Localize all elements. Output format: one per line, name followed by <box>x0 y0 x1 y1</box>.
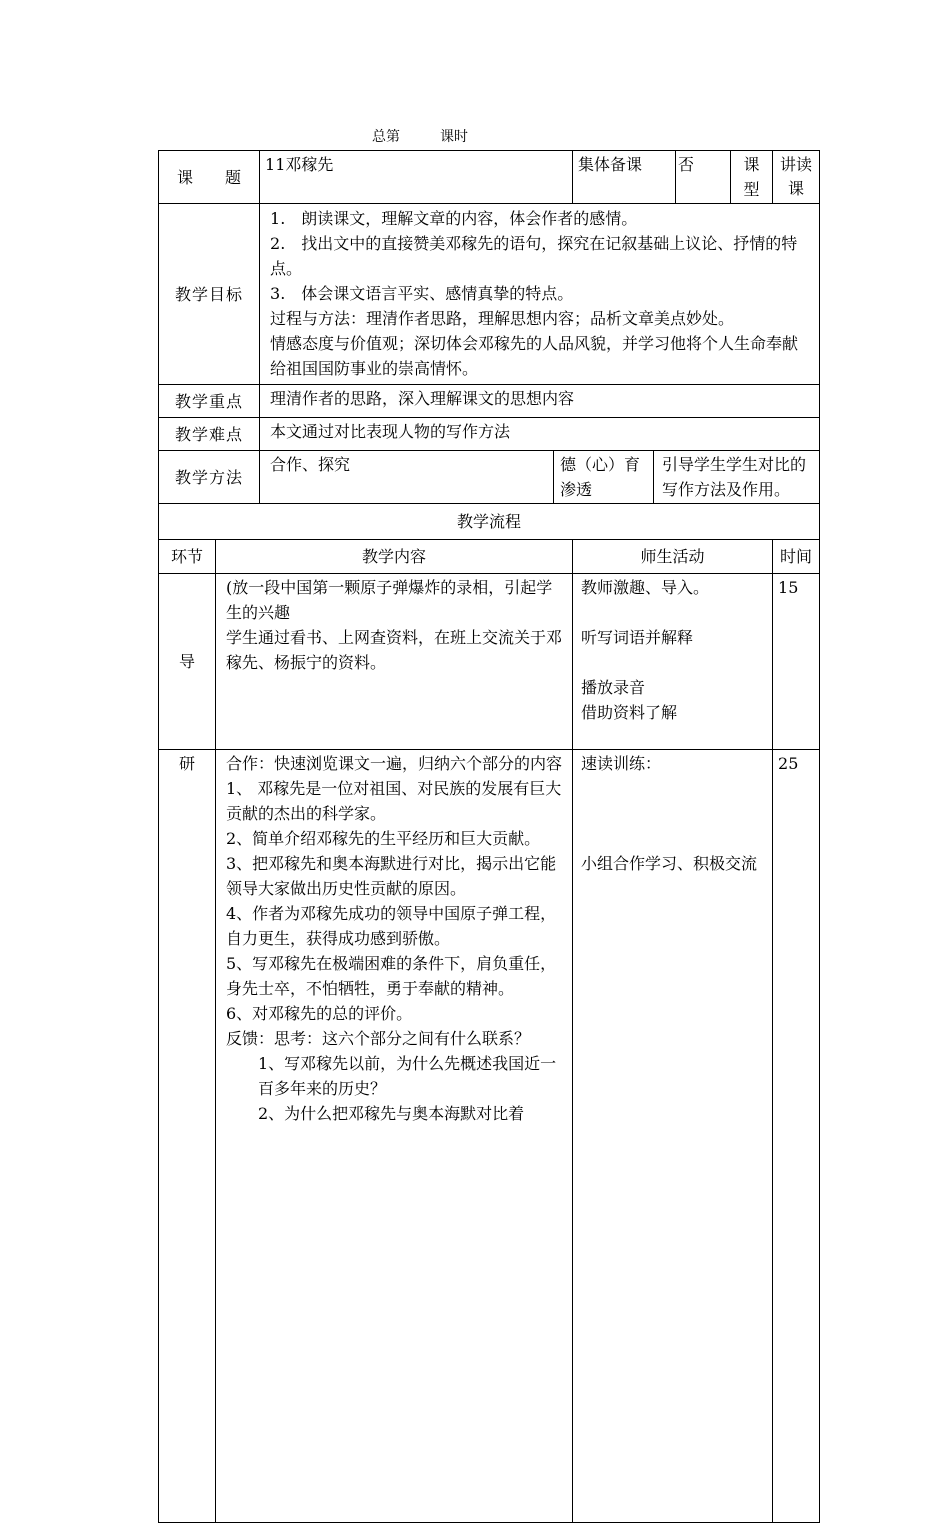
flow-content-line: 3、把邓稼先和奥本海默进行对比，揭示出它能领导大家做出历史性贡献的原因。 <box>226 854 557 898</box>
flow-stage: 导 <box>159 574 216 750</box>
collective-prep-value: 否 <box>676 151 731 204</box>
flow-header-activity: 师生活动 <box>573 540 773 574</box>
key-points-label: 教学重点 <box>159 385 260 418</box>
flow-stage: 研 <box>159 750 216 1523</box>
flow-activity-line <box>581 600 766 625</box>
flow-activity-line: 借助资料了解 <box>581 703 678 722</box>
methods-value: 合作、探究 <box>260 451 554 504</box>
flow-row-research <box>159 750 820 1523</box>
flow-content-line: 5、写邓稼先在极端困难的条件下，肩负重任，身先士卒，不怕牺牲，勇于奉献的精神。 <box>226 954 557 998</box>
flow-content-line: 1、 邓稼先是一位对祖国、对民族的发展有巨大贡献的杰出的科学家。 <box>226 779 562 823</box>
flow-title: 教学流程 <box>159 504 820 540</box>
topic-label: 课 题 <box>159 151 260 204</box>
flow-activity <box>573 750 773 1523</box>
flow-content-line: (放一段中国第一颗原子弹爆炸的录相，引起学生的兴趣 <box>226 578 553 622</box>
key-points-row <box>159 385 820 418</box>
methods-row <box>159 451 820 504</box>
flow-content-line: 反馈：思考：这六个部分之间有什么联系？ <box>226 1029 531 1048</box>
flow-header-content: 教学内容 <box>216 540 573 574</box>
moral-education-value: 引导学生学生对比的写作方法及作用。 <box>654 451 820 504</box>
flow-content-line: 6、对邓稼先的总的评价。 <box>226 1004 413 1023</box>
flow-activity-line <box>581 826 766 851</box>
flow-content-line: 2、为什么把邓稼先与奥本海默对比着 <box>258 1104 525 1123</box>
flow-content <box>216 574 573 750</box>
lesson-type-label: 课型 <box>731 151 773 204</box>
topic-row <box>159 151 820 204</box>
flow-time: 25 <box>773 750 820 1523</box>
flow-content-line: 合作：快速浏览课文一遍，归纳六个部分的内容 <box>226 754 563 773</box>
flow-header-stage: 环节 <box>159 540 216 574</box>
objectives-label: 教学目标 <box>159 204 260 385</box>
flow-activity-line <box>581 776 766 801</box>
objective-line: 1. 朗读课文，理解文章的内容，体会作者的感情。 <box>270 209 638 228</box>
flow-activity <box>573 574 773 750</box>
flow-activity-line <box>581 801 766 826</box>
flow-content-line: 2、简单介绍邓稼先的生平经历和巨大贡献。 <box>226 829 541 848</box>
flow-header-time: 时间 <box>773 540 820 574</box>
flow-row-intro <box>159 574 820 750</box>
flow-activity-line: 教师激趣、导入。 <box>581 578 710 597</box>
difficulties-label: 教学难点 <box>159 418 260 451</box>
objective-line: 3. 体会课文语言平实、感情真挚的特点。 <box>270 284 574 303</box>
flow-content-line: 1、写邓稼先以前，为什么先概述我国近一百多年来的历史？ <box>258 1054 557 1098</box>
topic-value: 11邓稼先 <box>260 151 573 204</box>
objective-line: 过程与方法：理清作者思路，理解思想内容；品析文章美点妙处。 <box>270 309 735 328</box>
methods-label: 教学方法 <box>159 451 260 504</box>
collective-prep-label: 集体备课 <box>573 151 676 204</box>
flow-activity-line <box>581 650 766 675</box>
flow-content-line: 学生通过看书、上网查资料，在班上交流关于邓稼先、杨振宁的资料。 <box>226 628 563 672</box>
flow-content <box>216 750 573 1523</box>
lesson-count-suffix: 课时 <box>440 129 468 145</box>
flow-time: 15 <box>773 574 820 750</box>
lesson-count-prefix: 总第 <box>372 129 400 145</box>
flow-content-line: 4、作者为邓稼先成功的领导中国原子弹工程，自力更生，获得成功感到骄傲。 <box>226 904 557 948</box>
flow-activity-line: 速读训练： <box>581 754 662 773</box>
flow-activity-line: 听写词语并解释 <box>581 628 694 647</box>
objectives-content <box>260 204 820 385</box>
objective-line: 情感态度与价值观；深切体会邓稼先的人品风貌，并学习他将个人生命奉献给祖国国防事业的崇高情怀。 <box>270 334 799 378</box>
objective-line: 2. 找出文中的直接赞美邓稼先的语句，探究在记叙基础上议论、抒情的特点。 <box>270 234 798 278</box>
flow-activity-line: 播放录音 <box>581 678 646 697</box>
lesson-type-value: 讲读课 <box>773 151 820 204</box>
difficulties-value: 本文通过对比表现人物的写作方法 <box>260 418 820 451</box>
flow-title-row <box>159 504 820 540</box>
key-points-value: 理清作者的思路，深入理解课文的思想内容 <box>260 385 820 418</box>
flow-header-row <box>159 540 820 574</box>
flow-activity-line: 小组合作学习、积极交流 <box>581 854 758 873</box>
objectives-row <box>159 204 820 385</box>
lesson-plan-table <box>158 150 820 1523</box>
moral-education-label: 德（心）育渗透 <box>554 451 654 504</box>
difficulties-row <box>159 418 820 451</box>
